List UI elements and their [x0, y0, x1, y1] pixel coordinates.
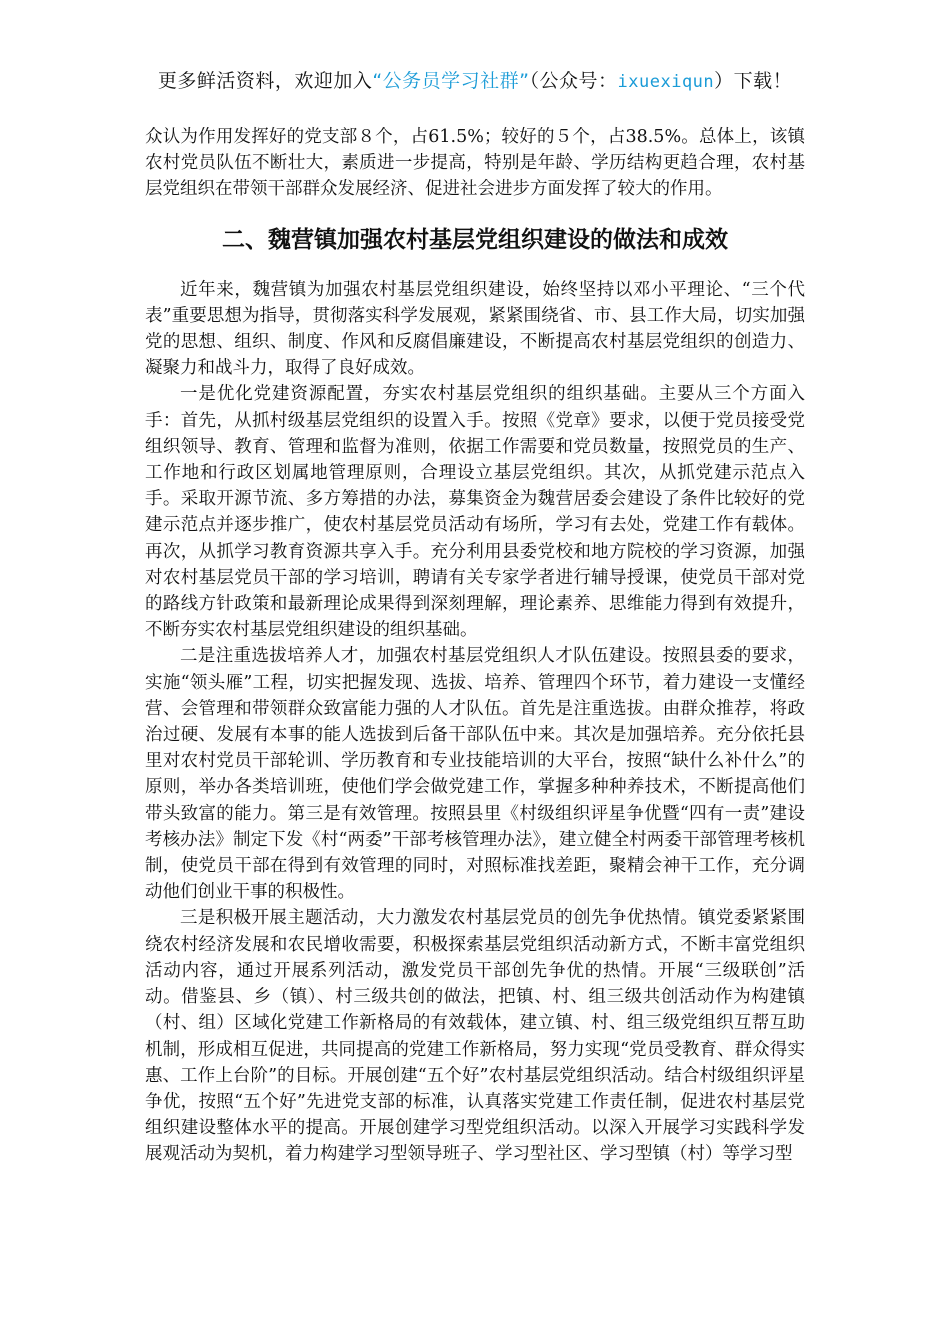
point-lead-1: 一是优化党建资源配置，夯实农村基层党组织的组织基础。 [180, 384, 659, 405]
promo-banner [0, 66, 950, 93]
point-lead-3: 三是积极开展主题活动，大力激发农村基层党员的创先争优热情。 [180, 908, 699, 929]
section-heading: 二、魏营镇加强农村基层党组织建设的做法和成效 [222, 226, 728, 253]
document-body [145, 124, 805, 1168]
point-lead-2: 二是注重选拔培养人才，加强农村基层党组织人才队伍建设。 [180, 646, 663, 667]
banner-group-name: “公务员学习社群” [372, 70, 530, 92]
intro-paragraph: 近年来，魏营镇为加强农村基层党组织建设，始终坚持以邓小平理论、“三个代表”重要思想为指导，贯彻落实科学发展观，紧紧围绕省、市、县工作大局，切实加强党的思想、组织、制度、作风和反腐倡廉建设，不断提高农村基层党组织的创造力、凝聚力和战斗力，取得了良好成效。 [145, 279, 805, 379]
point-paragraph-2 [145, 643, 805, 905]
banner-account-id: ixuexiqun [617, 72, 715, 92]
point-text-1: 主要从三个方面入手：首先，从抓村级基层党组织的设置入手。按照《党章》要求，以便于党员接受党组织领导、教育、管理和监督为准则，依据工作需要和党员数量，按照党员的生产、工作地和行政区划属地管理原则，合理设立基层党组织。其次，从抓党建示范点入手。采取开源节流、多方筹措的办法，募集资金为魏营居委会建设了条件比较好的党建示范点并逐步推广，使农村基层党员活动有场所，学习有去处，党建工作有载体。再次，从抓学习教育资源共享入手。充分利用县委党校和地方院校的学习资源，加强对农村基层党员干部的学习培训，聘请有关专家学者进行辅导授课，使党员干部对党的路线方针政策和最新理论成果得到深刻理解，理论素养、思维能力得到有效提升，不断夯实农村基层党组织建设的组织基础。 [145, 384, 806, 641]
point-paragraph-1 [145, 381, 805, 643]
point-text-2: 按照县委的要求，实施“领头雁”工程，切实把握发现、选拔、培养、管理四个环节，着力建设一支懂经营、会管理和带领群众致富能力强的人才队伍。首先是注重选拔。由群众推荐，将政治过硬、发展有本事的能人选拔到后备干部队伍中来。其次是加强培养。充分依托县里对农村党员干部轮训、学历教育和专业技能培训的大平台，按照“缺什么补什么”的原则，举办各类培训班，使他们学会做党建工作，掌握多种种养技术，不断提高他们带头致富的能力。第三是有效管理。按照县里《村级组织评星争优暨“四有一责”建设考核办法》制定下发《村“两委”干部考核管理办法》，建立健全村两委干部管理考核机制，使党员干部在得到有效管理的同时，对照标准找差距，聚精会神干工作，充分调动他们创业干事的积极性。 [145, 646, 806, 903]
banner-account-label: （公众号： [529, 70, 618, 92]
continuation-paragraph: 众认为作用发挥好的党支部８个，占61.5%；较好的５个，占38.5%。总体上，该镇农村党员队伍不断壮大，素质进一步提高，特别是年龄、学历结构更趋合理，农村基层党组织在带领干部群众发展经济、促进社会进步方面发挥了较大的作用。 [145, 127, 805, 200]
point-paragraph-3 [145, 905, 805, 1167]
banner-suffix: ）下载！ [714, 70, 793, 92]
banner-prefix: 更多鲜活资料，欢迎加入 [157, 70, 373, 92]
point-text-3: 镇党委紧紧围绕农村经济发展和农民增收需要，积极探索基层党组织活动新方式，不断丰富党组织活动内容，通过开展系列活动，激发党员干部创先争优的热情。开展“三级联创”活动。借鉴县、乡（镇）、村三级共创的做法，把镇、村、组三级共创活动作为构建镇（村、组）区域化党建工作新格局的有效载体，建立镇、村、组三级党组织互帮互助机制，形成相互促进，共同提高的党建工作新格局，努力实现“党员受教育、群众得实惠、工作上台阶”的目标。开展创建“五个好”农村基层党组织活动。结合村级组织评星争优，按照“五个好”先进党支部的标准，认真落实党建工作责任制，促进农村基层党组织建设整体水平的提高。开展创建学习型党组织活动。以深入开展学习实践科学发展观活动为契机，着力构建学习型领导班子、学习型社区、学习型镇（村）等学习型 [145, 908, 806, 1165]
